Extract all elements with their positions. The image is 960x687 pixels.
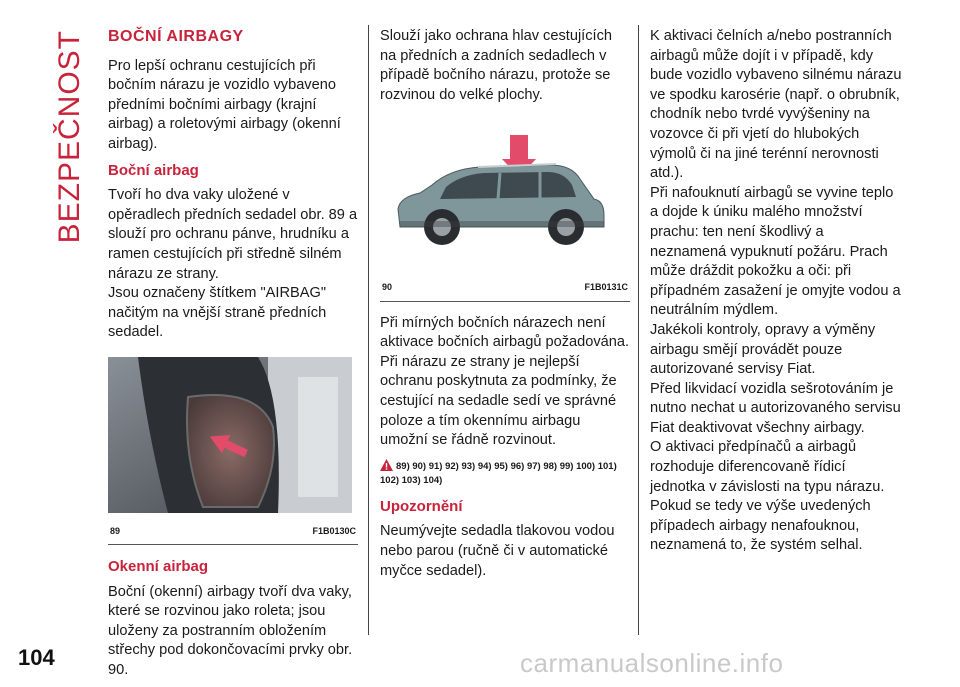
watermark: carmanualsonline.info [520,648,784,678]
warning-triangle-icon [380,459,393,475]
window-airbag-heading: Okenní airbag [108,558,209,576]
column-3 [650,27,902,556]
scrapping-paragraph: Před likvidací vozidla sešrotováním je nutno nechat u autorizovaného servisu Fiat deaktivovat všechny airbagy. [650,380,901,436]
figure-89 [108,357,358,545]
figure-90-number: 90 [382,281,393,292]
section-heading: BOČNÍ AIRBAGY [108,28,244,45]
seat-airbag-image [108,357,352,513]
figure-89-code: F1B0130C [312,525,356,536]
figure-90-caption [380,276,630,302]
column-divider-1 [368,25,369,635]
note-paragraph: Neumývejte sedadla tlakovou vodou nebo parou (ručně či v automatické myčce sedadel). [380,523,615,579]
car-side-image [380,117,624,269]
airbag-label-paragraph: Jsou označeny štítkem "AIRBAG" načitým na vnější straně předních sedadel. [108,285,327,341]
minor-impacts-paragraph: Při mírných bočních nárazech není aktivace bočních airbagů požadována. Při nárazu ze strany je nejlepší ochranu poskytnuta za podmínky, že cestující na sedadle sedí ve správné poloze a tím okennímu airbagu umožní se řádně rozvinout. [380,314,630,449]
figure-90 [380,117,630,301]
figure-89-caption [108,520,358,546]
window-airbag-paragraph: Boční (okenní) airbagy tvoří dva vaky, které se rozvinou jako roleta; jsou uloženy za postranním obložením střechy pod dokončovacími prvky obr. 90. [108,583,353,679]
figure-89-number: 89 [110,525,121,536]
note-heading: Upozornění [380,497,463,515]
warning-references [380,459,630,487]
side-airbag-heading: Boční airbag [108,161,199,179]
control-unit-paragraph: O aktivaci předpínačů a airbagů rozhoduje diferencovaně řídicí jednotka v závislosti na typu nárazu. Pokud se tedy ve výše uvedených případech airbagy nenafouknou, neznamená to, že systém selhal. [650,439,885,554]
intro-paragraph: Pro lepší ochranu cestujících při bočním nárazu je vozidlo vybaveno předními bočními airbagy (krajní airbag) a roletovými airbagy (okenní airbag). [108,57,341,152]
column-1 [108,27,358,687]
column-divider-2 [638,25,639,635]
column-2 [380,27,630,587]
side-airbag-paragraph: Tvoří ho dva vaky uložené v opěradlech předních sedadel obr. 89 a slouží pro ochranu pánve, hrudníku a ramen cestujících při středně silném nárazu ze strany. [108,187,358,282]
activation-paragraph: K aktivaci čelních a/nebo postranních airbagů může dojít i v případě, kdy bude vozidlo vybaveno silnému nárazu ve spodku karosérie (např. o obrubník, chodník nebo tvrdé vyvýšeniny na vozovce či při vjetí do hlubokých výmolů či na jiné terénní nerovnosti atd.). [650,28,902,182]
curtain-purpose-paragraph: Slouží jako ochrana hlav cestujících na předních a zadních sedadlech v případě bočního nárazu, protože se rozvinou do velké plochy. [380,28,613,103]
section-tab-label: BEZPEČNOST [53,30,86,244]
inflation-paragraph: Při nafouknutí airbagů se vyvine teplo a dojde k úniku malého množství prachu: ten není škodlivý a neznamená vypuknutí požáru. Prach může dráždit pokožku a oči: při případném zasažení je omyjte vodou a neutrálním mýdlem. [650,184,901,319]
section-tab [52,30,88,244]
page-number: 104 [18,645,55,670]
service-paragraph: Jakékoli kontroly, opravy a výměny airbagu smějí provádět pouze autorizované servisy Fiat. [650,321,876,378]
warning-reference-list: 89) 90) 91) 92) 93) 94) 95) 96) 97) 98) 99) 100) 101) 102) 103) 104) [380,460,617,486]
figure-90-code: F1B0131C [584,281,628,292]
